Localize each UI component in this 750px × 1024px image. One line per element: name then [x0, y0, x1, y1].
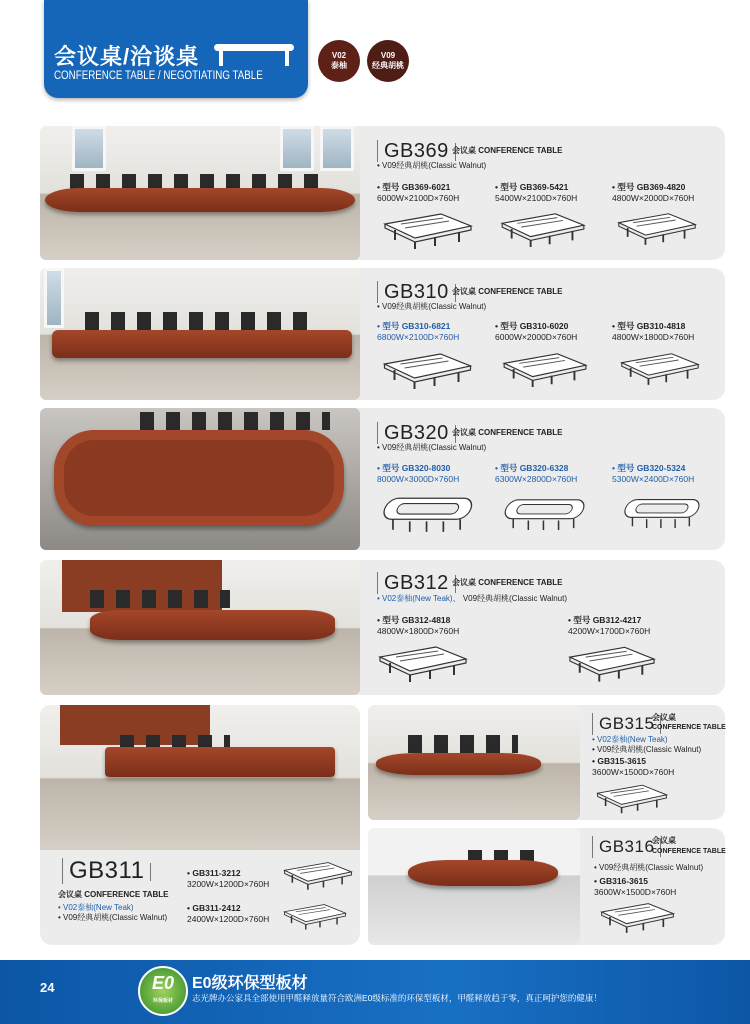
model-spec — [187, 868, 269, 890]
table-drawing-icon — [617, 210, 697, 246]
model-dims: 3200W×1200D×760H — [187, 879, 270, 889]
model-dims: 6000W×2100D×760H — [377, 193, 460, 203]
model-spec — [377, 615, 459, 637]
finish: • V02泰柚(New Teak)、 — [377, 594, 461, 603]
finish: V09经典胡桃(Classic Walnut) — [462, 594, 567, 603]
model-number: • 型号 GB312-4217 — [568, 615, 642, 625]
model-number: • GB316-3615 — [594, 876, 649, 886]
finish: • V09经典胡桃(Classic Walnut) — [592, 745, 702, 754]
swatch-code: V02 — [331, 51, 347, 60]
table-drawing-icon — [283, 858, 353, 892]
model-dims: 4800W×1800D×760H — [377, 626, 460, 636]
product-code: GB311 — [62, 858, 151, 884]
model-spec — [495, 182, 577, 204]
finish: • V02泰柚(New Teak) — [58, 903, 134, 912]
table-drawing-icon — [568, 643, 656, 683]
swatch-code: V09 — [380, 51, 396, 60]
page-number: 24 — [40, 980, 55, 995]
section-header — [44, 0, 308, 98]
product-photo — [40, 408, 360, 550]
product-photo — [40, 705, 360, 850]
table-drawing-icon — [378, 492, 473, 534]
table-drawing-icon — [620, 350, 700, 386]
model-spec — [594, 876, 676, 898]
model-dims: 6000W×2000D×760H — [495, 332, 578, 342]
model-spec — [377, 321, 459, 343]
model-spec — [592, 756, 674, 778]
model-dims: 5300W×2400D×760H — [612, 474, 695, 484]
table-drawing-icon — [500, 494, 585, 532]
finish: • V09经典胡桃(Classic Walnut) — [377, 443, 487, 452]
table-drawing-icon — [620, 494, 700, 530]
e0-logo — [138, 966, 188, 1016]
model-dims: 3600W×1500D×760H — [594, 887, 677, 897]
product-title-en: CONFERENCE TABLE — [652, 724, 726, 731]
model-number: • GB315-3615 — [592, 756, 647, 766]
section-title-cn: 会议桌/洽谈桌 — [54, 44, 200, 69]
model-spec — [612, 463, 694, 485]
model-number: • 型号 GB310-6020 — [495, 321, 569, 331]
product-title: 会议桌 CONFERENCE TABLE — [452, 146, 563, 155]
product-code: GB369 — [377, 140, 456, 162]
model-number: • 型号 GB310-6821 — [377, 321, 451, 331]
swatch-v02 — [318, 40, 360, 82]
table-drawing-icon — [380, 350, 475, 390]
model-spec — [495, 463, 577, 485]
product-code: GB312 — [377, 572, 456, 594]
footer-title: E0级环保型板材 — [192, 975, 308, 992]
finish: • V09经典胡桃(Classic Walnut) — [594, 863, 704, 872]
product-code: GB315 — [592, 713, 661, 735]
product-title: 会议桌 CONFERENCE TABLE — [452, 428, 563, 437]
table-drawing-icon — [500, 350, 590, 388]
model-number: • 型号 GB369-5421 — [495, 182, 569, 192]
model-number: • 型号 GB312-4818 — [377, 615, 451, 625]
table-drawing-icon — [378, 643, 468, 683]
model-spec — [612, 321, 694, 343]
finish-list — [377, 593, 567, 604]
model-spec — [377, 182, 459, 204]
logo-sub: 环保板材 — [152, 998, 173, 1004]
table-icon — [214, 42, 294, 68]
table-drawing-icon — [600, 900, 675, 934]
model-dims: 8000W×3000D×760H — [377, 474, 460, 484]
product-title-cn: 会议桌 — [652, 713, 676, 722]
product-code: GB316 — [592, 836, 661, 858]
product-code: GB320 — [377, 422, 456, 444]
product-photo — [40, 126, 360, 260]
finish: • V02泰柚(New Teak) — [592, 735, 668, 744]
footer-description: 志光牌办公家具全部使用甲醛释放量符合欧洲E0级标准的环保型板材，甲醛释放趋于零，真正呵护您的健康！ — [192, 993, 602, 1003]
model-dims: 5400W×2100D×760H — [495, 193, 578, 203]
model-dims: 6300W×2800D×760H — [495, 474, 578, 484]
logo-mark: E0 — [151, 973, 175, 993]
model-spec — [187, 903, 269, 925]
finish: • V09经典胡桃(Classic Walnut) — [377, 161, 487, 170]
model-dims: 2400W×1200D×760H — [187, 914, 270, 924]
product-title: 会议桌 CONFERENCE TABLE — [452, 578, 563, 587]
product-title: 会议桌 CONFERENCE TABLE — [58, 890, 169, 899]
swatch-name: 经典胡桃 — [372, 61, 404, 70]
model-dims: 6800W×2100D×760H — [377, 332, 460, 342]
model-number: • GB311-3212 — [187, 868, 241, 878]
model-number: • 型号 GB320-5324 — [612, 463, 686, 473]
product-title-cn: 会议桌 — [652, 836, 676, 845]
section-title-en: CONFERENCE TABLE / NEGOTIATING TABLE — [54, 70, 263, 82]
finish: • V09经典胡桃(Classic Walnut) — [377, 302, 487, 311]
model-spec — [377, 463, 459, 485]
product-title-en: CONFERENCE TABLE — [652, 848, 726, 855]
footer — [0, 960, 750, 1024]
product-photo — [40, 560, 360, 695]
swatch-name: 泰柚 — [331, 61, 347, 70]
model-dims: 3600W×1500D×760H — [592, 767, 675, 777]
model-number: • GB311-2412 — [187, 903, 241, 913]
model-dims: 4200W×1700D×760H — [568, 626, 651, 636]
product-photo — [368, 828, 580, 945]
model-dims: 4800W×2000D×760H — [612, 193, 695, 203]
table-drawing-icon — [596, 782, 668, 814]
finish: • V09经典胡桃(Classic Walnut) — [58, 913, 168, 922]
model-spec — [568, 615, 650, 637]
product-photo — [368, 705, 580, 820]
model-spec — [612, 182, 694, 204]
model-number: • 型号 GB320-8030 — [377, 463, 451, 473]
model-number: • 型号 GB369-6021 — [377, 182, 451, 192]
table-drawing-icon — [383, 210, 473, 250]
model-dims: 4800W×1800D×760H — [612, 332, 695, 342]
model-number: • 型号 GB310-4818 — [612, 321, 686, 331]
table-drawing-icon — [283, 900, 347, 932]
product-photo — [40, 268, 360, 400]
model-spec — [495, 321, 577, 343]
swatch-v09 — [367, 40, 409, 82]
model-number: • 型号 GB369-4820 — [612, 182, 686, 192]
product-title: 会议桌 CONFERENCE TABLE — [452, 287, 563, 296]
table-drawing-icon — [500, 210, 586, 248]
product-code: GB310 — [377, 281, 456, 303]
model-number: • 型号 GB320-6328 — [495, 463, 569, 473]
